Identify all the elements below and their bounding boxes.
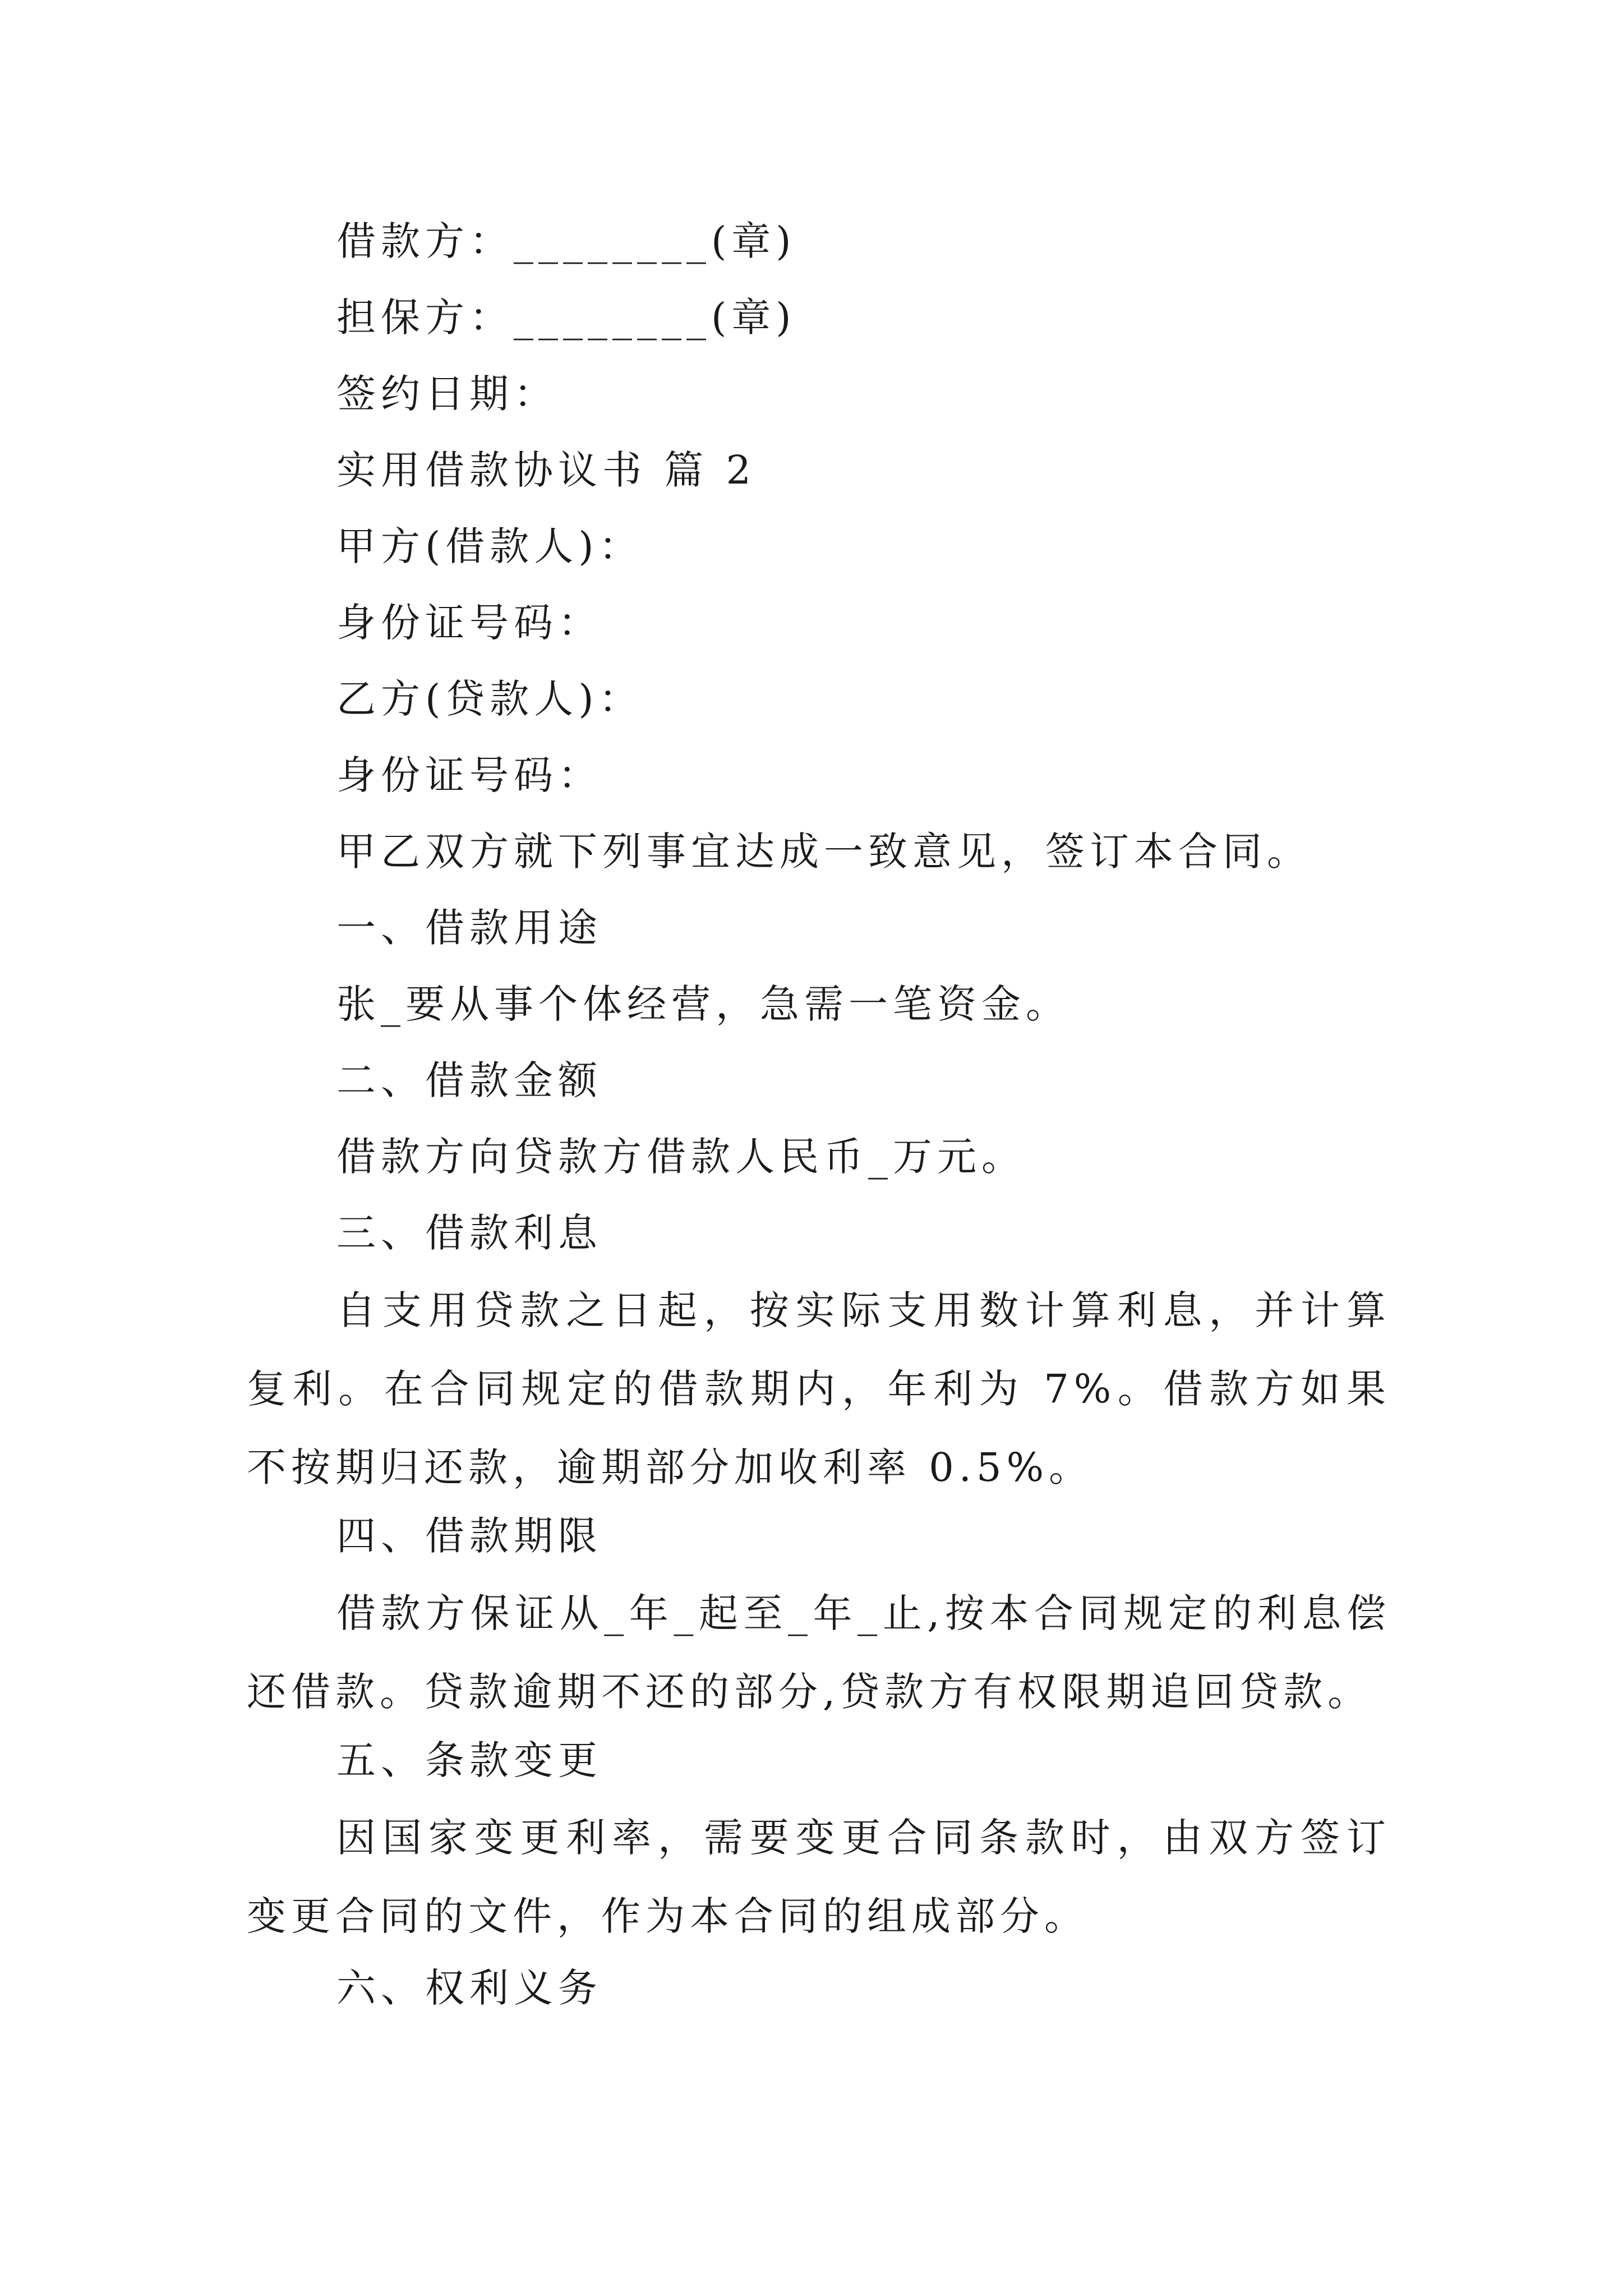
party-a-id-line: 身份证号码： (336, 600, 602, 646)
section-heading: 三、借款利息 (336, 1210, 602, 1256)
party-b-id-line: 身份证号码： (336, 752, 602, 798)
section-heading: 六、权利义务 (336, 1965, 602, 2011)
borrower-signature-line: 借款方：________(章) (336, 218, 796, 264)
section-heading: 五、条款变更 (336, 1737, 602, 1783)
section-body: 张_要从事个体经营，急需一笔资金。 (336, 981, 1070, 1027)
section-body: 借款方向贷款方借款人民币_万元。 (336, 1134, 1026, 1180)
section-heading: 四、借款期限 (336, 1513, 602, 1559)
intro-paragraph: 甲乙双方就下列事宜达成一致意见，签订本合同。 (336, 829, 1311, 875)
section-body: 借款方保证从_年_起至_年_止,按本合同规定的利息偿还借款。贷款逾期不还的部分,贷款方有权限期追回贷款。 (247, 1590, 1391, 1715)
signing-date-line: 签约日期： (336, 371, 558, 417)
agreement-title: 实用借款协议书 篇 2 (336, 447, 757, 493)
section-heading: 一、借款用途 (336, 905, 602, 951)
section-body: 因国家变更利率，需要变更合同条款时，由双方签订变更合同的文件，作为本合同的组成部分。 (247, 1815, 1391, 1939)
party-a-line: 甲方(借款人)： (336, 523, 643, 569)
party-b-line: 乙方(贷款人)： (336, 676, 643, 722)
guarantor-signature-line: 担保方：________(章) (336, 295, 796, 341)
section-heading: 二、借款金额 (336, 1057, 602, 1103)
section-body: 自支用贷款之日起，按实际支用数计算利息，并计算复利。在合同规定的借款期内，年利为 7%。借款方如果不按期归还款，逾期部分加收利率 0.5%。 (247, 1287, 1391, 1490)
